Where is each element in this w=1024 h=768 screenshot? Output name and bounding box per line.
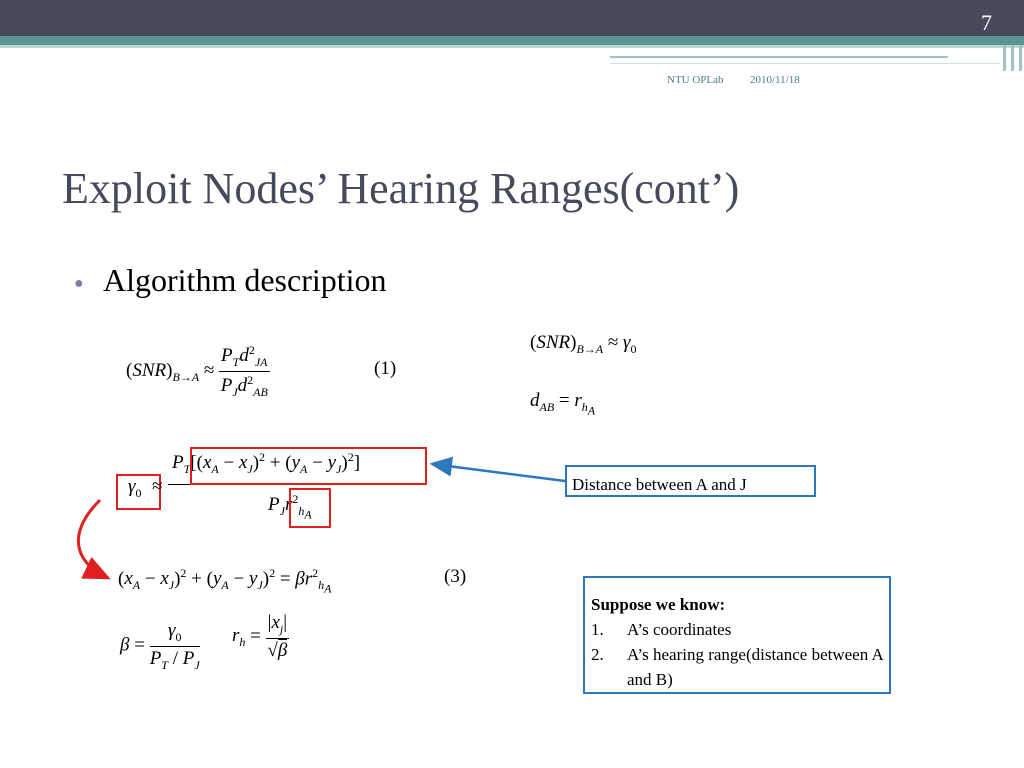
equation-beta: β = $\frac{\gamma_0}{P_T / P_J}$ xyxy=(120,620,200,672)
distance-callout: Distance between A and J xyxy=(565,465,816,497)
page-number: 7 xyxy=(981,10,992,35)
equation-gamma-numerator: $P_T[(x_A - x_J)^2 + (y_A - y_J)^2]$ xyxy=(172,450,361,477)
equation-snr-gamma: $(SNR)_{B\to A} \approx \gamma_0$ xyxy=(530,332,637,356)
distance-arrow xyxy=(432,464,565,481)
assumptions-callout xyxy=(583,576,891,694)
footer-date: 2010/11/18 xyxy=(750,74,800,86)
equation-dab: $d_{AB} = r_{h_A}$ xyxy=(530,390,596,418)
bullet-text: Algorithm description xyxy=(103,262,387,298)
equation-snr: $(SNR)_{B\to A}$ ≈ $\frac{P_Td^2_{JA}}{P_Jd^2_{AB}}$ xyxy=(126,343,268,400)
footer-org: NTU OPLab xyxy=(667,74,724,86)
list-item: 2. A’s hearing range(distance between A and B) xyxy=(591,645,883,689)
equation-rh: $r_h$ = $\frac{|x_j|}{√\beta}$ xyxy=(232,612,288,661)
bullet-marker: ● xyxy=(74,275,84,292)
approx-symbol: ≈ xyxy=(152,476,163,497)
equation-gamma-symbol: $\gamma_0$ xyxy=(128,476,142,500)
assumptions-heading: Suppose we know: xyxy=(591,595,726,614)
list-item: 1. A’s coordinates xyxy=(591,620,732,639)
slide-title: Exploit Nodes’ Hearing Ranges(cont’) xyxy=(62,164,740,213)
equation-label-3: (3) xyxy=(444,566,467,587)
equation-distance-range: $(x_A - x_J)^2 + (y_A - y_J)^2 = \beta r^2_{h_A}$ xyxy=(118,566,332,596)
equation-gamma-denominator: $P_Jr^2_{h_A}$ xyxy=(268,492,312,522)
substitution-arrow xyxy=(78,500,108,578)
equation-label-1: (1) xyxy=(374,358,397,379)
